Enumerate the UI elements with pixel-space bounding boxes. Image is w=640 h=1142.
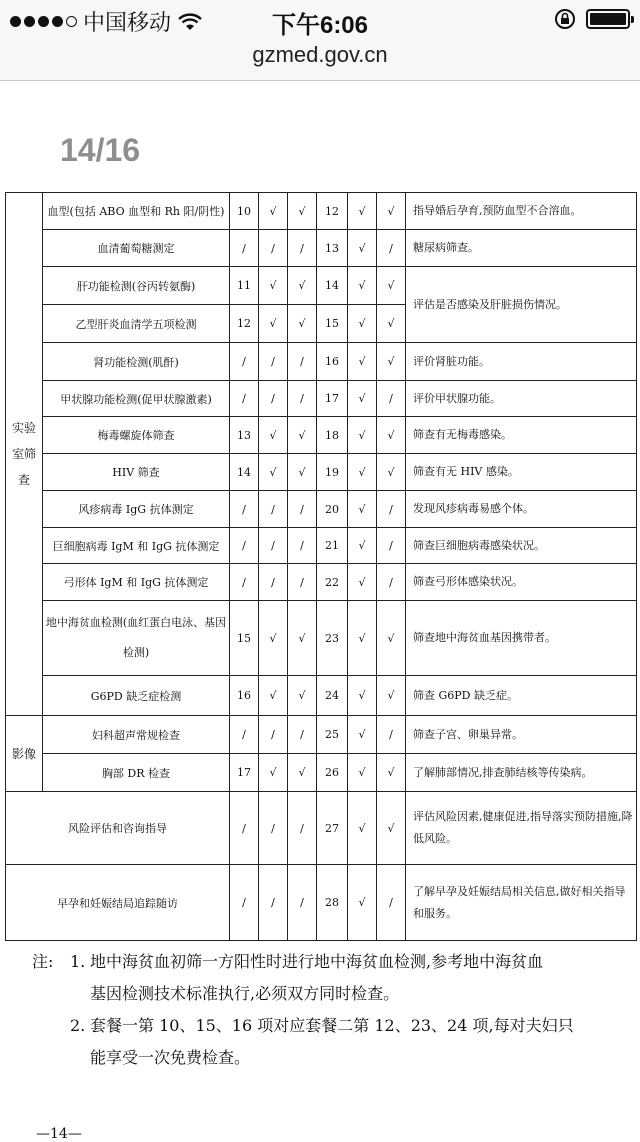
page-footer: —14— (36, 1126, 82, 1142)
item-name: 巨细胞病毒 IgM 和 IgG 抗体测定 (43, 528, 230, 564)
cell: √ (259, 454, 288, 491)
cell: / (259, 343, 288, 381)
cell: √ (288, 601, 317, 676)
cell: 12 (317, 193, 348, 230)
cell: / (288, 491, 317, 528)
table-row (6, 417, 637, 454)
signal-icon (10, 16, 77, 27)
cell: / (230, 528, 259, 564)
cell: 12 (230, 305, 259, 343)
cell: / (230, 792, 259, 865)
item-result: 筛查弓形体感染状况。 (406, 564, 637, 601)
orientation-lock-icon (554, 8, 576, 30)
cell: 18 (317, 417, 348, 454)
cell: / (259, 381, 288, 417)
cell: √ (259, 676, 288, 716)
cell: 17 (230, 754, 259, 792)
cell: √ (288, 193, 317, 230)
cell: 19 (317, 454, 348, 491)
cell: √ (377, 676, 406, 716)
item-name: 乙型肝炎血清学五项检测 (43, 305, 230, 343)
cell: / (259, 528, 288, 564)
cell: √ (259, 601, 288, 676)
cell: / (259, 491, 288, 528)
item-name: 风疹病毒 IgG 抗体测定 (43, 491, 230, 528)
table-row (6, 754, 637, 792)
item-result: 糖尿病筛查。 (406, 230, 637, 267)
cell: √ (288, 267, 317, 305)
item-result: 筛查子宫、卵巢异常。 (406, 716, 637, 754)
cell: 13 (317, 230, 348, 267)
item-name: 胸部 DR 检查 (43, 754, 230, 792)
note-text: 基因检测技术标准执行,必须双方同时检查。 (90, 984, 400, 1003)
url-text[interactable]: gzmed.gov.cn (252, 42, 388, 67)
item-result: 了解肺部情况,排查肺结核等传染病。 (406, 754, 637, 792)
item-name: 血清葡萄糖测定 (43, 230, 230, 267)
status-right (554, 8, 630, 30)
cell: √ (377, 792, 406, 865)
cell: √ (348, 343, 377, 381)
cell: / (377, 491, 406, 528)
item-name: 风险评估和咨询指导 (6, 792, 230, 865)
table-row (6, 491, 637, 528)
table-row (6, 267, 637, 305)
clock: 下午6:06 (271, 12, 369, 39)
cell: √ (348, 754, 377, 792)
table-row (6, 454, 637, 491)
item-result: 评估是否感染及肝脏损伤情况。 (406, 267, 637, 343)
cell: √ (288, 417, 317, 454)
item-result: 了解早孕及妊娠结局相关信息,做好相关指导和服务。 (406, 865, 637, 941)
item-name: 肾功能检测(肌酐) (43, 343, 230, 381)
cell: √ (348, 454, 377, 491)
cell: / (288, 528, 317, 564)
battery-icon (586, 9, 630, 29)
cell: / (288, 564, 317, 601)
cell: / (377, 716, 406, 754)
cell: / (230, 381, 259, 417)
cell: √ (259, 193, 288, 230)
cell: / (377, 528, 406, 564)
cell: / (230, 716, 259, 754)
cell: 16 (317, 343, 348, 381)
item-name: 地中海贫血检测(血红蛋白电泳、基因检测) (43, 601, 230, 676)
note-number: 2. (70, 1016, 86, 1035)
item-name: 弓形体 IgM 和 IgG 抗体测定 (43, 564, 230, 601)
cell: / (377, 230, 406, 267)
cell: / (259, 230, 288, 267)
cell: √ (377, 267, 406, 305)
table-row (6, 230, 637, 267)
cell: / (288, 716, 317, 754)
cell: 23 (317, 601, 348, 676)
note-1-cont (32, 978, 632, 1010)
cell: 22 (317, 564, 348, 601)
cell: 25 (317, 716, 348, 754)
cell: 17 (317, 381, 348, 417)
cell: √ (348, 230, 377, 267)
table-row (6, 676, 637, 716)
item-result: 评价甲状腺功能。 (406, 381, 637, 417)
item-name: 梅毒螺旋体筛查 (43, 417, 230, 454)
cell: √ (259, 305, 288, 343)
cell: / (230, 564, 259, 601)
notes-label: 注: (32, 952, 54, 971)
cell: √ (288, 754, 317, 792)
item-result: 评价肾脏功能。 (406, 343, 637, 381)
cell: √ (288, 454, 317, 491)
note-2-cont (32, 1042, 632, 1074)
cell: / (230, 343, 259, 381)
cell: √ (348, 601, 377, 676)
cell: / (259, 792, 288, 865)
cell: 14 (230, 454, 259, 491)
cell: √ (348, 417, 377, 454)
cell: √ (348, 676, 377, 716)
cell: / (230, 230, 259, 267)
cell: / (230, 491, 259, 528)
cell: √ (348, 528, 377, 564)
item-name: G6PD 缺乏症检测 (43, 676, 230, 716)
table-row (6, 601, 637, 676)
cell: 14 (317, 267, 348, 305)
cell: √ (259, 267, 288, 305)
cell: 11 (230, 267, 259, 305)
section-imaging: 影像 (6, 716, 43, 792)
cell: √ (259, 754, 288, 792)
cell: 15 (317, 305, 348, 343)
cell: 15 (230, 601, 259, 676)
item-result: 发现风疹病毒易感个体。 (406, 491, 637, 528)
cell: 10 (230, 193, 259, 230)
note-text: 套餐一第 10、15、16 项对应套餐二第 12、23、24 项,每对夫妇只 (90, 1016, 574, 1035)
note-text: 能享受一次免费检查。 (90, 1048, 251, 1067)
cell: √ (377, 417, 406, 454)
table-row (6, 865, 637, 941)
status-left (10, 6, 203, 37)
cell: / (230, 865, 259, 941)
screening-table (5, 192, 637, 941)
cell: / (288, 230, 317, 267)
cell: / (259, 564, 288, 601)
cell: / (377, 381, 406, 417)
item-result: 筛查 G6PD 缺乏症。 (406, 676, 637, 716)
cell: / (288, 865, 317, 941)
cell: √ (377, 454, 406, 491)
item-name: 肝功能检测(谷丙转氨酶) (43, 267, 230, 305)
cell: / (259, 716, 288, 754)
cell: √ (377, 305, 406, 343)
cell: / (288, 343, 317, 381)
cell: 26 (317, 754, 348, 792)
item-name: 甲状腺功能检测(促甲状腺激素) (43, 381, 230, 417)
table-row (6, 716, 637, 754)
notes (32, 946, 632, 1074)
table-row (6, 381, 637, 417)
page-indicator: 14/16 (60, 132, 141, 168)
cell: √ (348, 267, 377, 305)
table-row (6, 792, 637, 865)
cell: / (377, 564, 406, 601)
cell: / (288, 381, 317, 417)
address-bar[interactable] (0, 40, 640, 81)
item-result: 指导婚后孕育,预防血型不合溶血。 (406, 193, 637, 230)
cell: / (288, 792, 317, 865)
cell: √ (348, 193, 377, 230)
note-2 (32, 1010, 632, 1042)
cell: √ (377, 601, 406, 676)
cell: / (377, 865, 406, 941)
cell: √ (377, 754, 406, 792)
cell: √ (288, 305, 317, 343)
cell: / (259, 865, 288, 941)
note-text: 地中海贫血初筛一方阳性时进行地中海贫血检测,参考地中海贫血 (90, 952, 544, 971)
wifi-icon (177, 12, 203, 32)
cell: 28 (317, 865, 348, 941)
item-result: 筛查有无梅毒感染。 (406, 417, 637, 454)
cell: 16 (230, 676, 259, 716)
table-row (6, 193, 637, 230)
cell: 21 (317, 528, 348, 564)
item-name: HIV 筛查 (43, 454, 230, 491)
cell: 13 (230, 417, 259, 454)
item-result: 筛查巨细胞病毒感染状况。 (406, 528, 637, 564)
cell: √ (377, 343, 406, 381)
cell: √ (259, 417, 288, 454)
cell: √ (348, 491, 377, 528)
cell: √ (348, 792, 377, 865)
cell: √ (348, 381, 377, 417)
status-bar (0, 0, 640, 40)
item-result: 筛查地中海贫血基因携带者。 (406, 601, 637, 676)
cell: 20 (317, 491, 348, 528)
cell: √ (348, 305, 377, 343)
item-result: 筛查有无 HIV 感染。 (406, 454, 637, 491)
carrier-label: 中国移动 (83, 10, 172, 35)
table-row (6, 343, 637, 381)
item-name: 早孕和妊娠结局追踪随访 (6, 865, 230, 941)
item-name: 血型(包括 ABO 血型和 Rh 阳/阴性) (43, 193, 230, 230)
table-row (6, 564, 637, 601)
cell: √ (348, 865, 377, 941)
item-result: 评估风险因素,健康促进,指导落实预防措施,降低风险。 (406, 792, 637, 865)
cell: √ (288, 676, 317, 716)
note-number: 1. (70, 952, 86, 971)
cell: √ (348, 564, 377, 601)
cell: 27 (317, 792, 348, 865)
section-lab: 实验室筛查 (6, 193, 43, 716)
cell: √ (377, 193, 406, 230)
table-row (6, 528, 637, 564)
note-1 (32, 946, 632, 978)
cell: 24 (317, 676, 348, 716)
item-name: 妇科超声常规检查 (43, 716, 230, 754)
cell: √ (348, 716, 377, 754)
